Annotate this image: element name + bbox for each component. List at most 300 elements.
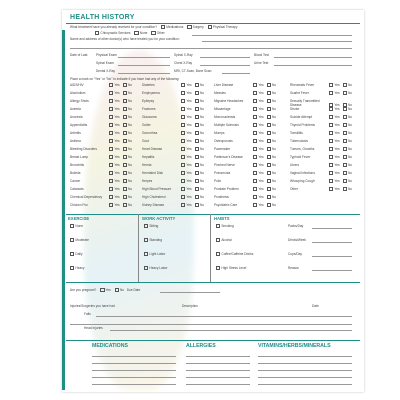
checkbox[interactable] (123, 83, 127, 87)
condition-row (290, 171, 352, 175)
option-label: Light Labor (149, 252, 166, 257)
yes-no-label: Yes (186, 163, 192, 168)
checkbox[interactable] (343, 115, 347, 119)
checkbox[interactable] (253, 195, 257, 199)
checkbox[interactable] (123, 91, 127, 95)
checkbox[interactable] (181, 115, 185, 119)
yes-no-label: No (127, 115, 133, 120)
checkbox[interactable] (70, 266, 74, 270)
yes-no-label: No (127, 123, 133, 128)
checkbox[interactable] (343, 147, 347, 151)
condition-row (142, 107, 204, 111)
checkbox[interactable] (253, 179, 257, 183)
condition-label: Allergy Shots (70, 99, 89, 104)
condition-row (142, 131, 204, 135)
checkbox[interactable] (253, 147, 257, 151)
option-label: Heavy Labor (149, 266, 168, 271)
checkbox[interactable] (267, 83, 271, 87)
checkbox[interactable] (253, 171, 257, 175)
checkbox[interactable] (267, 179, 271, 183)
chest-xray-label: Chest X-Ray (174, 61, 193, 65)
checkbox[interactable] (267, 139, 271, 143)
checkbox[interactable] (109, 163, 113, 167)
test-date-line[interactable] (118, 73, 170, 74)
checkbox[interactable] (253, 99, 257, 103)
yes-no-label: Yes (258, 139, 264, 144)
habit-quantity-line[interactable] (312, 228, 352, 229)
checkbox[interactable] (195, 195, 199, 199)
yes-no-label: No (347, 179, 353, 184)
checkbox[interactable] (267, 147, 271, 151)
condition-row (70, 115, 132, 119)
condition-label: Fractures (142, 107, 156, 112)
yes-no-label: No (271, 83, 277, 88)
yes-no-label: Yes (114, 155, 120, 160)
yes-no-label: No (127, 203, 133, 208)
spinal-xray-label: Spinal X-Ray (174, 53, 193, 57)
checkbox[interactable] (195, 91, 199, 95)
condition-label: Prosthesis (214, 195, 229, 200)
checkbox[interactable] (253, 187, 257, 191)
condition-row (214, 107, 276, 111)
medications-heading: MEDICATIONS (92, 343, 128, 349)
test-date-line[interactable] (222, 73, 250, 74)
entry-line[interactable] (186, 370, 250, 371)
entry-line[interactable] (258, 384, 352, 385)
form-title: HEALTH HISTORY (70, 14, 135, 21)
checkbox[interactable] (109, 171, 113, 175)
injury-line[interactable] (70, 324, 352, 325)
checkbox[interactable] (123, 131, 127, 135)
checkbox[interactable] (181, 163, 185, 167)
checkbox[interactable] (109, 99, 113, 103)
yes-no-label: No (347, 147, 353, 152)
condition-label: Liver Disease (214, 83, 234, 88)
yes-no-label: No (271, 131, 277, 136)
checkbox[interactable] (195, 163, 199, 167)
checkbox[interactable] (195, 171, 199, 175)
entry-line[interactable] (258, 377, 352, 378)
checkbox[interactable] (70, 224, 74, 228)
condition-row (214, 131, 276, 135)
lifestyle-option (70, 238, 89, 242)
option-label: Heavy (75, 266, 85, 271)
yes-no-label: No (199, 115, 205, 120)
yes-no-label: Yes (258, 83, 264, 88)
yes-no-label: No (199, 123, 205, 128)
condition-label: Anorexia (70, 115, 83, 120)
head-injury-line[interactable] (110, 330, 352, 331)
checkbox[interactable] (343, 163, 347, 167)
checkbox[interactable] (329, 187, 333, 191)
yes-no-label: Yes (258, 107, 264, 112)
checkbox[interactable] (343, 131, 347, 135)
yes-no-label: Yes (114, 99, 120, 104)
condition-label: Pacemaker (214, 147, 231, 152)
checkbox[interactable] (329, 163, 333, 167)
checkbox[interactable] (253, 203, 257, 207)
condition-label: AIDS/HIV (70, 83, 84, 88)
condition-label: Measles (214, 91, 226, 96)
test-date-line[interactable] (274, 57, 352, 58)
condition-row (290, 91, 352, 95)
yes-no-label: Yes (334, 155, 340, 160)
checkbox[interactable] (109, 115, 113, 119)
divider (210, 214, 211, 282)
checkbox[interactable] (144, 252, 148, 256)
checkbox[interactable] (267, 115, 271, 119)
entry-line[interactable] (92, 363, 176, 364)
checkbox[interactable] (267, 107, 271, 111)
condition-row (70, 139, 132, 143)
checkbox[interactable] (109, 139, 113, 143)
yes-no-label: Yes (258, 171, 264, 176)
yes-no-label: No (271, 171, 277, 176)
checkbox[interactable] (343, 187, 347, 191)
checkbox[interactable] (267, 91, 271, 95)
test-date-line[interactable] (118, 65, 170, 66)
checkbox[interactable] (195, 155, 199, 159)
checkbox[interactable] (70, 238, 74, 242)
condition-label: Tonsillitis (290, 131, 303, 136)
yes-no-label: Yes (334, 91, 340, 96)
checkbox[interactable] (144, 266, 148, 270)
checkbox[interactable] (343, 123, 347, 127)
mri-label: MRI, CT-Scan, Bone Scan (174, 69, 212, 73)
checkbox[interactable] (253, 155, 257, 159)
condition-label: Epilepsy (142, 99, 155, 104)
condition-row (290, 179, 352, 183)
other-line[interactable] (192, 35, 352, 36)
condition-label: Scarlet Fever (290, 91, 309, 96)
checkbox[interactable] (195, 83, 199, 87)
yes-no-label: Yes (114, 115, 120, 120)
checkbox[interactable] (253, 163, 257, 167)
condition-label: Pinched Nerve (214, 163, 235, 168)
checkbox[interactable] (195, 115, 199, 119)
yes-no-label: Yes (114, 163, 120, 168)
checkbox[interactable] (181, 203, 185, 207)
yes-no-label: Yes (334, 83, 340, 88)
habit-quantity-line[interactable] (312, 256, 352, 257)
checkbox[interactable] (216, 252, 220, 256)
condition-row (214, 171, 276, 175)
yes-no-label: Yes (186, 147, 192, 152)
condition-label: Chicken Pox (70, 203, 88, 208)
yes-no-label: No (271, 195, 277, 200)
checkbox[interactable] (123, 139, 127, 143)
checkbox[interactable] (329, 107, 333, 111)
condition-row (142, 83, 204, 87)
entry-line[interactable] (92, 384, 176, 385)
option-label: Standing (149, 238, 162, 243)
yes-no-label: No (347, 163, 353, 168)
checkbox[interactable] (181, 139, 185, 143)
yes-no-label: Yes (334, 187, 340, 192)
checkbox[interactable] (181, 171, 185, 175)
checkbox[interactable] (267, 155, 271, 159)
checkbox[interactable] (181, 179, 185, 183)
checkbox[interactable] (267, 171, 271, 175)
entry-line[interactable] (92, 356, 176, 357)
entry-line[interactable] (92, 377, 176, 378)
checkbox[interactable] (109, 203, 113, 207)
checkbox[interactable] (123, 115, 127, 119)
checkbox[interactable] (343, 171, 347, 175)
yes-no-label: Yes (114, 131, 120, 136)
yes-no-label: No (199, 195, 205, 200)
checkbox[interactable] (195, 187, 199, 191)
checkbox[interactable] (267, 123, 271, 127)
yes-no-label: Yes (186, 83, 192, 88)
date-label: Date (312, 304, 319, 308)
condition-row (142, 171, 204, 175)
checkbox[interactable] (100, 288, 104, 292)
checkbox[interactable] (253, 83, 257, 87)
checkbox[interactable] (70, 252, 74, 256)
checkbox[interactable] (343, 107, 347, 111)
checkbox[interactable] (181, 91, 185, 95)
checkbox[interactable] (109, 91, 113, 95)
checkbox[interactable] (329, 179, 333, 183)
checkbox[interactable] (329, 131, 333, 135)
checkbox[interactable] (144, 238, 148, 242)
yes-no-label: Yes (334, 179, 340, 184)
checkbox[interactable] (109, 187, 113, 191)
checkbox[interactable] (216, 238, 220, 242)
checkbox[interactable] (109, 107, 113, 111)
entry-line[interactable] (186, 356, 250, 357)
work-activity-heading: WORK ACTIVITY (142, 216, 176, 221)
condition-row (142, 147, 204, 151)
option-label: None (75, 224, 84, 229)
checkbox[interactable] (187, 25, 191, 29)
checkbox[interactable] (253, 131, 257, 135)
checkbox[interactable] (267, 195, 271, 199)
checkbox[interactable] (253, 91, 257, 95)
test-date-line[interactable] (200, 57, 250, 58)
checkbox[interactable] (329, 139, 333, 143)
test-date-line[interactable] (200, 65, 250, 66)
checkbox[interactable] (267, 131, 271, 135)
checkbox[interactable] (123, 179, 127, 183)
condition-label: Ulcers (290, 163, 300, 168)
checkbox[interactable] (181, 83, 185, 87)
checkbox[interactable] (343, 139, 347, 143)
doctor-line[interactable] (202, 41, 352, 42)
checkbox[interactable] (123, 163, 127, 167)
habit-quantity-line[interactable] (312, 242, 352, 243)
yes-no-label: No (271, 99, 277, 104)
yes-no-label: No (347, 171, 353, 176)
yes-no-label: Yes (334, 171, 340, 176)
checkbox[interactable] (343, 91, 347, 95)
condition-label: Hernia (142, 163, 152, 168)
checkbox[interactable] (253, 107, 257, 111)
yes-no-label: Yes (258, 195, 264, 200)
lifestyle-option (216, 266, 246, 270)
title-rule (66, 23, 360, 24)
checkbox[interactable] (109, 83, 113, 87)
checkbox[interactable] (181, 187, 185, 191)
condition-row (142, 123, 204, 127)
checkbox[interactable] (161, 25, 165, 29)
checkbox[interactable] (123, 203, 127, 207)
condition-label: Migraine Headaches (214, 99, 244, 104)
condition-label: Bulimia (70, 171, 81, 176)
condition-label: Glaucoma (142, 115, 157, 120)
checkbox[interactable] (181, 107, 185, 111)
checkbox[interactable] (195, 203, 199, 207)
treatment-question: What treatment have you already received for your condition? Medications Surgery Physical Therapy (70, 25, 238, 30)
checkbox[interactable] (195, 147, 199, 151)
pregnancy-question: Are you pregnant? Yes No Due Date (70, 288, 141, 293)
condition-label: High Blood Pressure (142, 187, 172, 192)
habit-quantity-label: Packs/Day (288, 224, 304, 228)
yes-no-label: No (347, 83, 353, 88)
test-date-line[interactable] (118, 57, 170, 58)
yes-no-label: Yes (334, 163, 340, 168)
checkbox[interactable] (109, 195, 113, 199)
checkbox[interactable] (267, 187, 271, 191)
entry-line[interactable] (258, 363, 352, 364)
yes-no-label: No (271, 163, 277, 168)
entry-line[interactable] (186, 384, 250, 385)
checkbox[interactable] (181, 155, 185, 159)
yes-no-label: Yes (114, 147, 120, 152)
condition-row (290, 123, 352, 127)
checkbox[interactable] (195, 107, 199, 111)
yes-no-label: Yes (186, 123, 192, 128)
yes-no-label: Yes (114, 179, 120, 184)
checkbox[interactable] (195, 131, 199, 135)
lifestyle-option (216, 252, 253, 256)
checkbox[interactable] (123, 187, 127, 191)
yes-no-label: No (271, 91, 277, 96)
condition-row (214, 155, 276, 159)
condition-row (214, 195, 276, 199)
checkbox[interactable] (253, 139, 257, 143)
checkbox[interactable] (216, 266, 220, 270)
checkbox[interactable] (329, 83, 333, 87)
checkbox[interactable] (343, 83, 347, 87)
condition-label: Bronchitis (70, 163, 84, 168)
checkbox[interactable] (329, 147, 333, 151)
lifestyle-rule (66, 214, 360, 215)
checkbox[interactable] (123, 155, 127, 159)
checkbox[interactable] (123, 99, 127, 103)
falls-line[interactable] (96, 316, 352, 317)
yes-no-label: Yes (186, 91, 192, 96)
test-date-line[interactable] (274, 65, 352, 66)
checkbox[interactable] (195, 123, 199, 127)
checkbox[interactable] (253, 123, 257, 127)
condition-row (214, 147, 276, 151)
condition-row (70, 171, 132, 175)
checkbox[interactable] (109, 131, 113, 135)
checkbox[interactable] (109, 155, 113, 159)
checkbox[interactable] (123, 123, 127, 127)
checkbox[interactable] (343, 155, 347, 159)
checkbox[interactable] (151, 31, 155, 35)
entry-line[interactable] (186, 363, 250, 364)
yes-no-label: Yes (258, 179, 264, 184)
checkbox[interactable] (109, 123, 113, 127)
allergies-heading: ALLERGIES (186, 343, 216, 349)
checkbox[interactable] (195, 99, 199, 103)
checkbox[interactable] (329, 123, 333, 127)
checkbox[interactable] (123, 195, 127, 199)
yes-no-label: No (347, 139, 353, 144)
option-label: Coffee/Caffeine Drinks (221, 252, 254, 257)
checkbox[interactable] (95, 31, 99, 35)
checkbox[interactable] (208, 25, 212, 29)
checkbox[interactable] (181, 131, 185, 135)
entry-line[interactable] (258, 370, 352, 371)
checkbox[interactable] (253, 115, 257, 119)
checkbox[interactable] (123, 107, 127, 111)
yes-no-label: No (199, 139, 205, 144)
checkbox[interactable] (195, 179, 199, 183)
yes-no-label: No (199, 155, 205, 160)
entry-line[interactable] (186, 377, 250, 378)
doctor-line-2[interactable] (70, 48, 352, 49)
condition-label: Typhoid Fever (290, 155, 311, 160)
checkbox[interactable] (109, 179, 113, 183)
entry-line[interactable] (258, 356, 352, 357)
checkbox[interactable] (181, 123, 185, 127)
yes-no-label: No (199, 107, 205, 112)
lifestyle-option (144, 252, 165, 256)
checkbox[interactable] (195, 139, 199, 143)
entry-line[interactable] (92, 370, 176, 371)
yes-no-label: Yes (186, 139, 192, 144)
yes-no-label: No (127, 139, 133, 144)
checkbox[interactable] (267, 203, 271, 207)
checkbox[interactable] (329, 171, 333, 175)
option-label: Moderate (75, 238, 89, 243)
condition-label: Stroke (290, 107, 300, 112)
yes-no-label: No (199, 163, 205, 168)
checkbox[interactable] (329, 91, 333, 95)
checkbox[interactable] (329, 115, 333, 119)
condition-row (142, 163, 204, 167)
checkbox[interactable] (267, 163, 271, 167)
checkbox[interactable] (134, 31, 138, 35)
yes-no-label: Yes (114, 195, 120, 200)
condition-row (70, 107, 132, 111)
exercise-heading: EXERCISE (68, 216, 90, 221)
checkbox[interactable] (181, 195, 185, 199)
yes-no-label: Yes (258, 187, 264, 192)
checkbox[interactable] (115, 288, 119, 292)
checkbox[interactable] (181, 147, 185, 151)
habit-quantity-line[interactable] (312, 270, 352, 271)
checkbox[interactable] (144, 224, 148, 228)
checkbox[interactable] (109, 147, 113, 151)
checkbox[interactable] (181, 99, 185, 103)
checkbox[interactable] (343, 179, 347, 183)
checkbox[interactable] (267, 99, 271, 103)
checkbox[interactable] (123, 147, 127, 151)
checkbox[interactable] (216, 224, 220, 228)
condition-label: Tumors, Growths (290, 147, 315, 152)
condition-label: Emphysema (142, 91, 160, 96)
checkbox[interactable] (329, 155, 333, 159)
due-date-line[interactable] (160, 292, 220, 293)
condition-row (214, 123, 276, 127)
checkbox[interactable] (123, 171, 127, 175)
